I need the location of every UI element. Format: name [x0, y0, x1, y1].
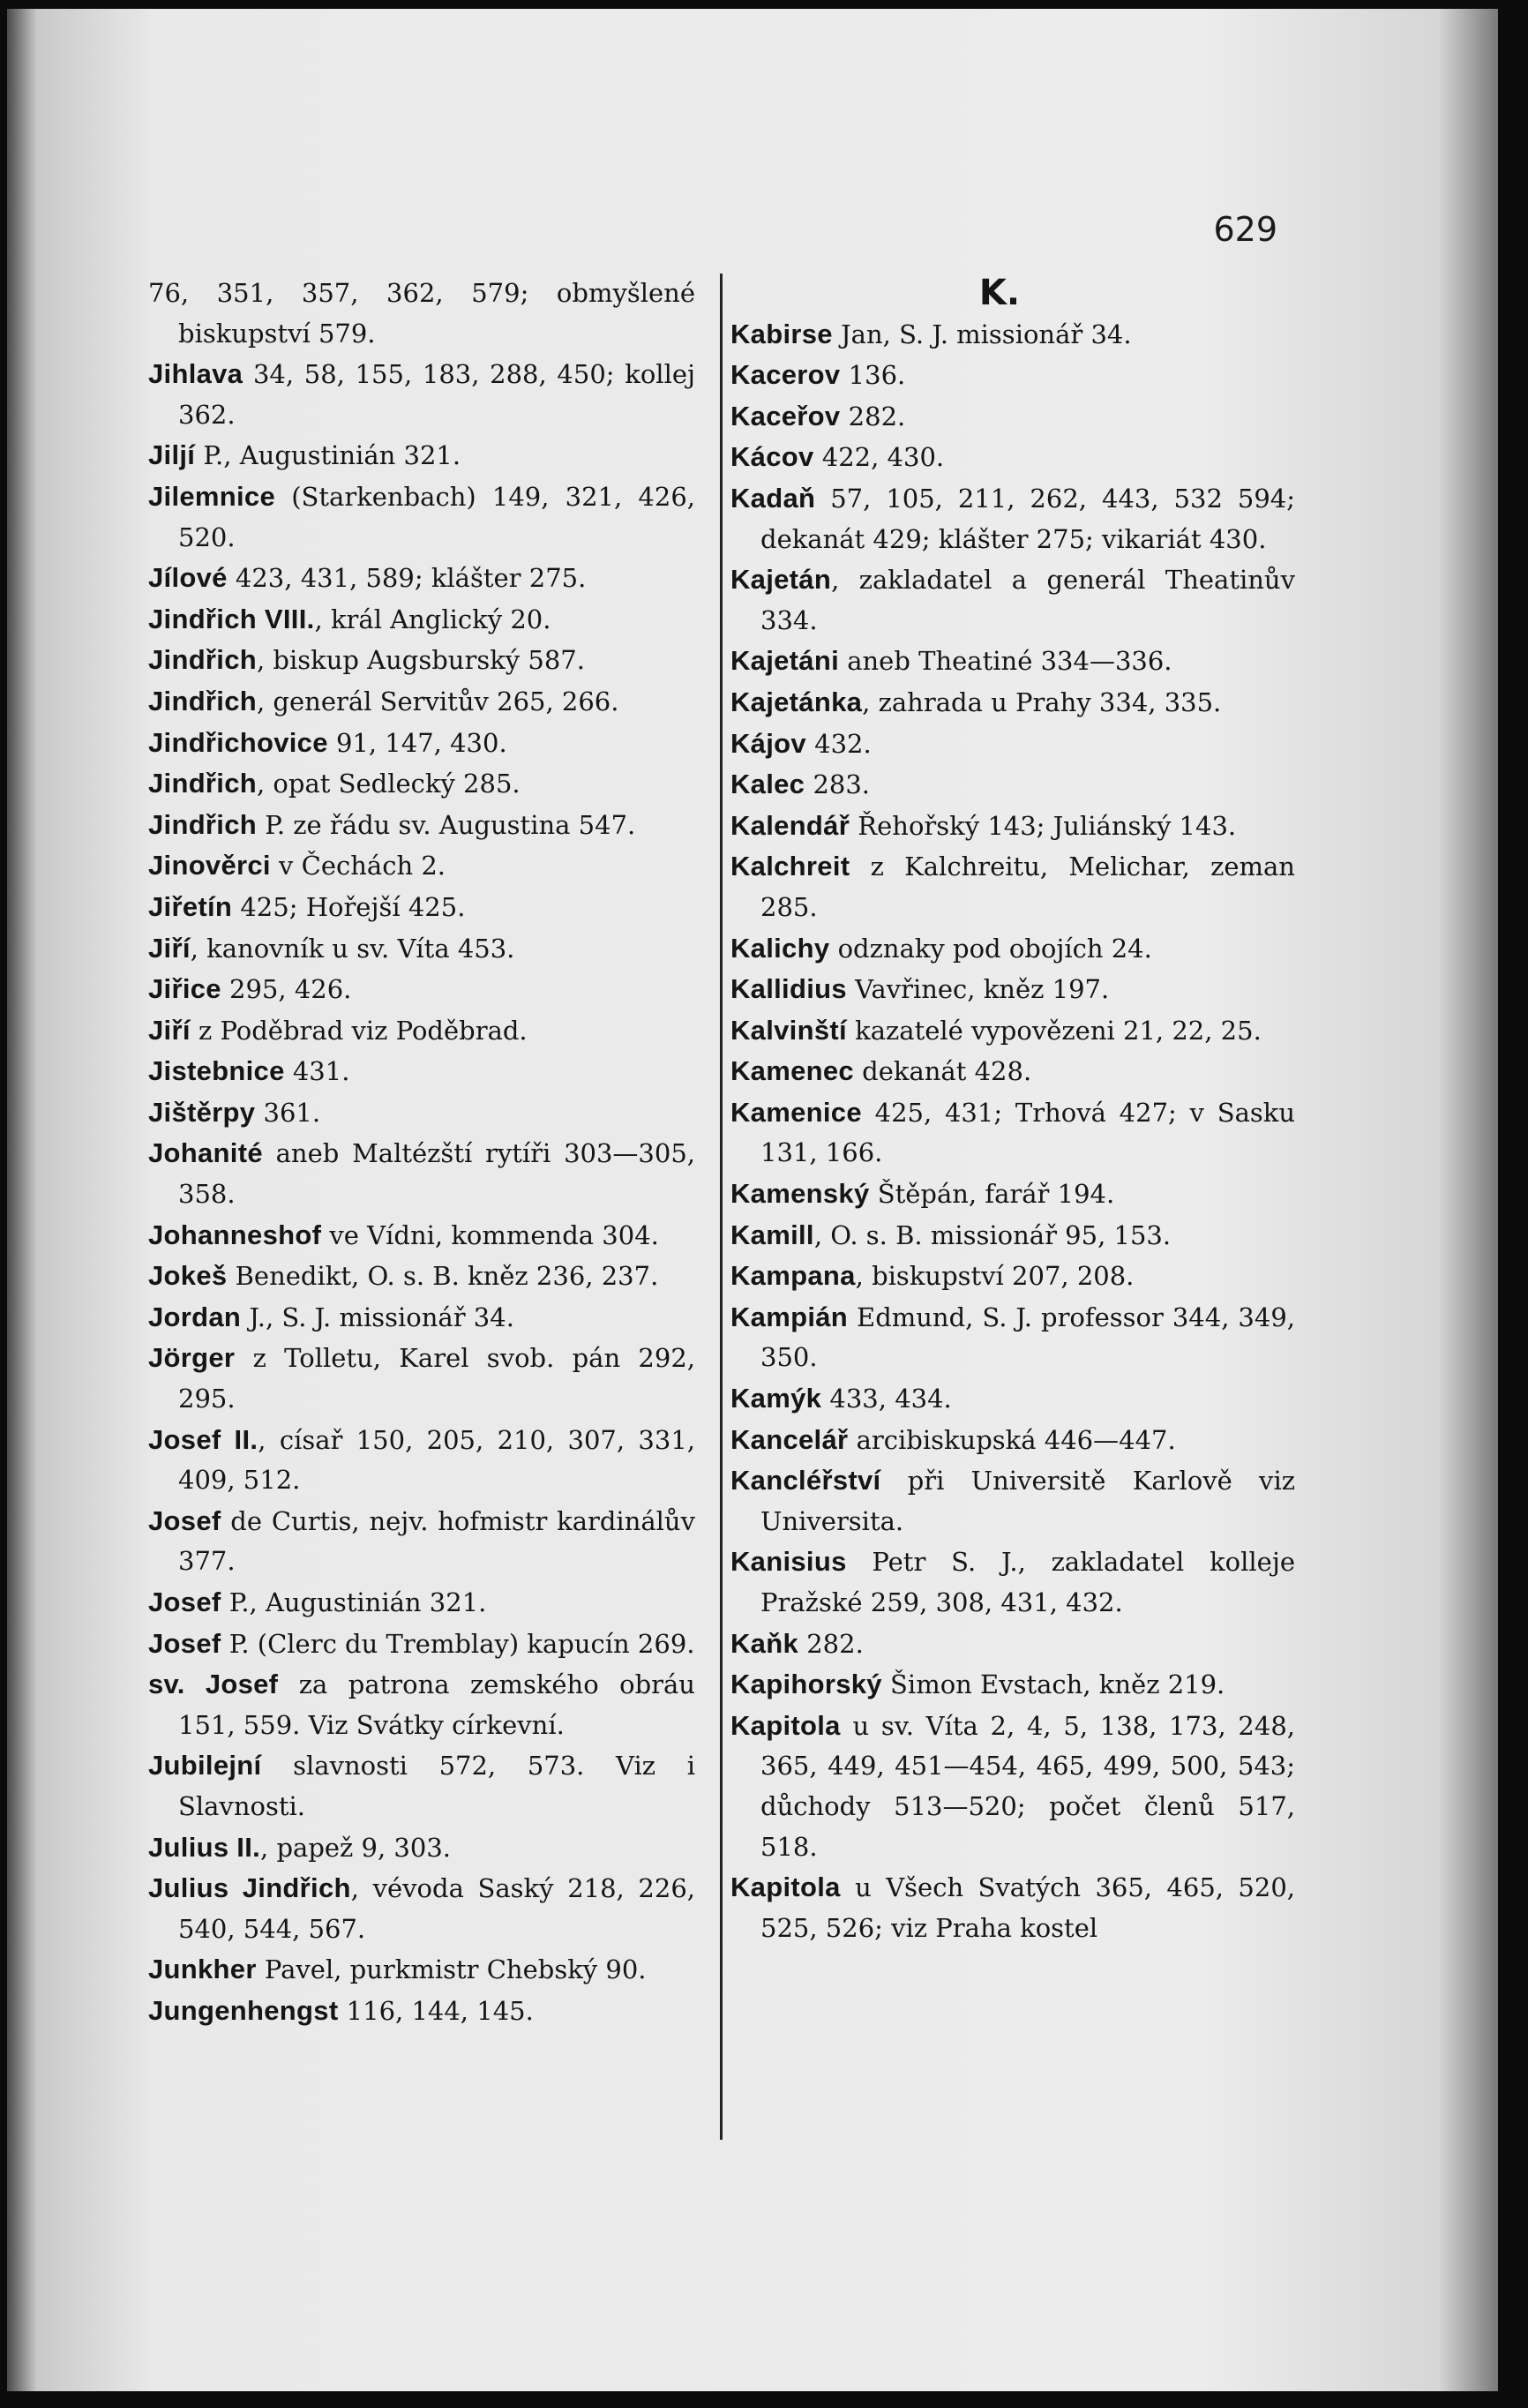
index-entry: [148, 845, 695, 887]
index-entry-text: de Curtis, nejv. hofmistr kardinálův 377.: [178, 1505, 695, 1577]
book-page: [7, 9, 1498, 2391]
index-entry: [730, 969, 1295, 1010]
index-entry-text: z Poděbrad viz Poděbrad.: [190, 1015, 528, 1046]
index-entry-text: 422, 430.: [813, 442, 945, 473]
index-entry: [148, 435, 695, 476]
index-entry: [148, 1215, 695, 1257]
index-entry-text: Benedikt, O. s. B. kněz 236, 237.: [227, 1261, 659, 1292]
index-entry: [730, 724, 1295, 765]
index-entry-text: v Čechách 2.: [270, 851, 446, 881]
index-entry-text: ve Vídni, kommenda 304.: [321, 1219, 659, 1250]
index-entry-text: 283.: [805, 769, 871, 800]
index-entry-headword: Kácov: [730, 441, 814, 473]
index-entry-headword: Josef: [148, 1504, 221, 1536]
index-entry: [730, 1378, 1295, 1420]
index-column-left: [148, 274, 695, 2032]
index-entry: [148, 1664, 695, 1745]
index-entry-headword: Junkher: [148, 1954, 257, 1985]
index-entry: [148, 1133, 695, 1214]
index-entry-headword: Kájov: [730, 727, 806, 759]
index-entry: [730, 1460, 1295, 1542]
index-entry: [148, 558, 695, 599]
index-entry-headword: Jordan: [148, 1301, 242, 1332]
index-entry-headword: Kadaň: [730, 482, 816, 514]
index-entry-text: , biskupství 207, 208.: [855, 1261, 1135, 1292]
index-entry-headword: Jindřich: [148, 644, 257, 676]
index-entry-text: , kanovník u sv. Víta 453.: [190, 933, 515, 964]
index-entry: [148, 681, 695, 723]
index-entry: [148, 1010, 695, 1052]
index-entry: [730, 682, 1295, 724]
index-entry: [730, 1092, 1295, 1174]
index-entry: [730, 1297, 1295, 1378]
index-entry-headword: Kalichy: [730, 932, 830, 964]
index-entry-text: 57, 105, 211, 262, 443, 532 594; dekanát 429; klášter 275; vikariát 430.: [760, 483, 1295, 554]
index-entry-headword: Jindřichovice: [148, 726, 328, 758]
index-entry-headword: Kalendář: [730, 809, 850, 841]
index-entry: [730, 1010, 1295, 1052]
index-entry-headword: Jiřice: [148, 973, 221, 1005]
index-entry-text: 91, 147, 430.: [327, 727, 507, 758]
index-entry-headword: Kajetán: [730, 564, 832, 596]
index-entry-text: 136.: [840, 360, 906, 391]
index-entry-headword: Kaňk: [730, 1627, 799, 1659]
index-entry-text: P., Augustinián 321.: [221, 1587, 487, 1617]
index-entry-text: , zakladatel a generál Theatinův 334.: [760, 565, 1295, 635]
index-entry-text: (Starkenbach) 149, 321, 426, 520.: [178, 481, 695, 552]
index-entry-text: Pavel, purkmistr Chebský 90.: [256, 1954, 647, 1985]
index-entry-text: 34, 58, 155, 183, 288, 450; kollej 362.: [178, 359, 695, 430]
index-entry: [730, 437, 1295, 478]
index-entry-headword: Jindřich: [148, 808, 257, 840]
index-entry-headword: Johanneshof: [148, 1219, 322, 1250]
index-entry-text: , opat Sedlecký 285.: [256, 769, 521, 799]
index-entry-headword: Kacerov: [730, 359, 841, 391]
index-entry-text: Vavřinec, kněz 197.: [846, 974, 1110, 1005]
index-entry-text: z Kalchreitu, Melichar, zeman 285.: [760, 851, 1295, 922]
index-entry-text: 425, 431; Trhová 427; v Sasku 131, 166.: [760, 1097, 1295, 1168]
index-entry-headword: Kanisius: [730, 1546, 847, 1578]
index-entry-text: 433, 434.: [821, 1384, 952, 1414]
index-entry-headword: Kapihorský: [730, 1669, 882, 1700]
index-entry-text: Řehořský 143; Juliánský 143.: [850, 810, 1237, 841]
index-entry-headword: Josef: [148, 1627, 221, 1659]
index-entry: [730, 764, 1295, 806]
index-entry-headword: Jörger: [148, 1342, 236, 1374]
index-entry-text: Šimon Evstach, kněz 219.: [881, 1669, 1225, 1700]
index-entry-headword: sv. Josef: [148, 1669, 279, 1700]
index-entry-text: při Universitě Karlově viz Universita.: [760, 1466, 1295, 1536]
index-entry: [730, 1867, 1295, 1948]
index-entry: [730, 1215, 1295, 1257]
index-entry: [148, 723, 695, 764]
index-entry-headword: Jilemnice: [148, 480, 276, 512]
index-column-right: [730, 274, 1295, 1948]
index-entry: [148, 476, 695, 558]
index-entry: [730, 1420, 1295, 1461]
index-entry: [730, 1174, 1295, 1215]
index-entry: [730, 846, 1295, 927]
index-entry-text: u sv. Víta 2, 4, 5, 138, 173, 248, 365, 449, 451—454, 465, 499, 500, 543; důchody 513—520; počet členů 517, 518.: [760, 1710, 1295, 1862]
index-entry-headword: Jindřich: [148, 685, 257, 716]
index-entry: [148, 1745, 695, 1827]
index-entry-text: slavnosti 572, 573. Viz i Slavnosti.: [178, 1751, 695, 1821]
index-entry-headword: Kampana: [730, 1260, 856, 1292]
index-entry-headword: Kamenský: [730, 1178, 870, 1210]
index-entry-headword: Kamenice: [730, 1096, 862, 1128]
index-entry: [148, 1827, 695, 1869]
index-entry-headword: Jiří: [148, 1014, 191, 1046]
index-entry-headword: Jindřich VIII.: [148, 603, 315, 634]
index-entry-text: 425; Hořejší 425.: [232, 891, 466, 922]
index-entry: [148, 354, 695, 435]
index-entry: [148, 1991, 695, 2032]
index-entry-headword: Josef II.: [148, 1423, 258, 1455]
index-entry-text: , císař 150, 205, 210, 307, 331, 409, 512.: [178, 1424, 695, 1496]
index-entry-text: Edmund, S. J. professor 344, 349, 350.: [760, 1302, 1295, 1373]
index-entry: [730, 355, 1295, 396]
index-entry-headword: Kaceřov: [730, 400, 841, 431]
index-entry-headword: Jištěrpy: [148, 1096, 256, 1128]
index-entry-text: 295, 426.: [221, 974, 352, 1005]
index-entry-headword: Kancléřství: [730, 1465, 881, 1497]
index-entry: [148, 1256, 695, 1297]
index-entry: [148, 1868, 695, 1949]
index-entry-headword: Jinověrci: [148, 850, 271, 881]
index-entry: [148, 1420, 695, 1501]
index-entry-text: 282.: [798, 1628, 864, 1659]
index-entry-headword: Jiljí: [148, 439, 196, 471]
index-entry-headword: Jubilejní: [148, 1750, 262, 1782]
index-entry-text: za patrona zemského obráu 151, 559. Viz Svátky církevní.: [178, 1669, 695, 1740]
index-entry-headword: Jokeš: [148, 1260, 228, 1292]
index-entry-text: 282.: [840, 401, 906, 431]
index-entry-text: Štěpán, farář 194.: [869, 1179, 1115, 1210]
index-entry-text: P. ze řádu sv. Augustina 547.: [256, 809, 636, 840]
index-entry: [148, 274, 695, 354]
index-entry-text: , papež 9, 303.: [260, 1832, 452, 1863]
column-divider: [720, 274, 723, 2140]
index-entry: [148, 1501, 695, 1582]
index-entry-text: , vévoda Saský 218, 226, 540, 544, 567.: [178, 1873, 696, 1944]
index-entry-text: 76, 351, 357, 362, 579; obmyšlené biskupství 579.: [148, 278, 695, 349]
index-entry: [730, 928, 1295, 970]
index-entry-text: odznaky pod obojích 24.: [829, 933, 1152, 964]
index-entry-text: Jan, S. J. missionář 34.: [832, 319, 1132, 349]
index-entry: [148, 640, 695, 681]
index-entry: [730, 478, 1295, 559]
index-entry-headword: Johanité: [148, 1137, 263, 1169]
index-entry: [148, 1092, 695, 1134]
index-entry-headword: Kajetánka: [730, 686, 863, 717]
index-entry: [730, 1706, 1295, 1867]
index-entry-text: , zahrada u Prahy 334, 335.: [862, 686, 1222, 717]
index-entry-headword: Kamill: [730, 1219, 814, 1250]
index-entry: [730, 559, 1295, 641]
index-entry-headword: Josef: [148, 1587, 221, 1617]
index-entry-headword: Kamýk: [730, 1383, 822, 1414]
index-entry-headword: Kallidius: [730, 973, 847, 1005]
index-entry-text: , biskup Augsburský 587.: [256, 645, 585, 676]
index-entry-headword: Kajetáni: [730, 645, 839, 677]
index-entry-text: aneb Theatiné 334—336.: [839, 646, 1172, 677]
index-entry: [730, 314, 1295, 356]
index-entry-headword: Jihlava: [148, 358, 243, 390]
index-entry-headword: Kalchreit: [730, 851, 850, 882]
index-entry-headword: Jiřetín: [148, 890, 233, 922]
index-entry-headword: Kapitola: [730, 1872, 841, 1903]
index-entry-headword: Kalec: [730, 769, 805, 800]
index-entry-text: 432.: [805, 728, 872, 759]
index-entry-headword: Jílové: [148, 562, 228, 594]
index-entry-text: 431.: [284, 1056, 350, 1087]
index-entry: [730, 1256, 1295, 1297]
index-entry-headword: Kalvinští: [730, 1014, 847, 1046]
index-entry-text: P., Augustinián 321.: [195, 440, 461, 471]
index-entry: [730, 396, 1295, 438]
index-entry-headword: Kamenec: [730, 1055, 854, 1087]
index-entry-headword: Kabirse: [730, 318, 833, 349]
index-entry: [148, 1949, 695, 1991]
index-entry-headword: Jindřich: [148, 768, 257, 799]
index-entry-text: dekanát 428.: [853, 1056, 1032, 1087]
index-entry: [148, 1297, 695, 1339]
index-entry: [148, 1338, 695, 1419]
index-entry: [730, 641, 1295, 682]
index-entry-text: arcibiskupská 446—447.: [848, 1424, 1176, 1455]
index-entry-text: 361.: [255, 1097, 321, 1128]
index-entry: [148, 1624, 695, 1665]
index-entry: [730, 806, 1295, 847]
index-entry: [148, 763, 695, 805]
index-entry-text: u Všech Svatých 365, 465, 520, 525, 526; viz Praha kostel: [760, 1872, 1295, 1943]
index-entry: [148, 599, 695, 641]
index-entry-headword: Jistebnice: [148, 1055, 285, 1087]
index-entry: [148, 969, 695, 1010]
index-entry: [148, 1051, 695, 1092]
index-entry: [148, 887, 695, 928]
index-entry-headword: Jiří: [148, 932, 191, 964]
index-entry-text: , O. s. B. missionář 95, 153.: [813, 1219, 1172, 1250]
index-entry-text: P. (Clerc du Tremblay) kapucín 269.: [221, 1628, 695, 1659]
index-entry-text: Petr S. J., zakladatel kolleje Pražské 259, 308, 431, 432.: [760, 1547, 1295, 1617]
index-entry-text: z Tolletu, Karel svob. pán 292, 295.: [178, 1343, 695, 1414]
index-entry-headword: Julius Jindřich: [148, 1872, 351, 1904]
index-entry-text: aneb Maltézští rytíři 303—305, 358.: [178, 1138, 695, 1210]
index-entry-text: 423, 431, 589; klášter 275.: [227, 563, 587, 594]
index-entry-headword: Kancelář: [730, 1423, 849, 1455]
index-entry-headword: Julius II.: [148, 1831, 261, 1863]
index-entry: [148, 1582, 695, 1624]
index-entry-headword: Kapitola: [730, 1709, 841, 1741]
index-entry: [148, 928, 695, 970]
index-entry-text: , král Anglický 20.: [314, 604, 551, 634]
section-letter: K.: [978, 273, 1021, 313]
index-entry: [730, 1664, 1295, 1706]
index-entry: [730, 1624, 1295, 1665]
index-entry-text: J., S. J. missionář 34.: [241, 1302, 514, 1332]
page-number: 629: [1213, 210, 1277, 249]
index-entry-text: , generál Servitův 265, 266.: [256, 686, 619, 716]
index-entry-text: 116, 144, 145.: [338, 1995, 534, 2026]
index-entry-headword: Kampián: [730, 1301, 849, 1332]
index-entry: [730, 1051, 1295, 1092]
index-entry: [148, 805, 695, 846]
index-entry-headword: Jungenhengst: [148, 1994, 339, 2026]
index-entry-text: kazatelé vypovězeni 21, 22, 25.: [846, 1015, 1262, 1046]
index-entry: [730, 1542, 1295, 1623]
